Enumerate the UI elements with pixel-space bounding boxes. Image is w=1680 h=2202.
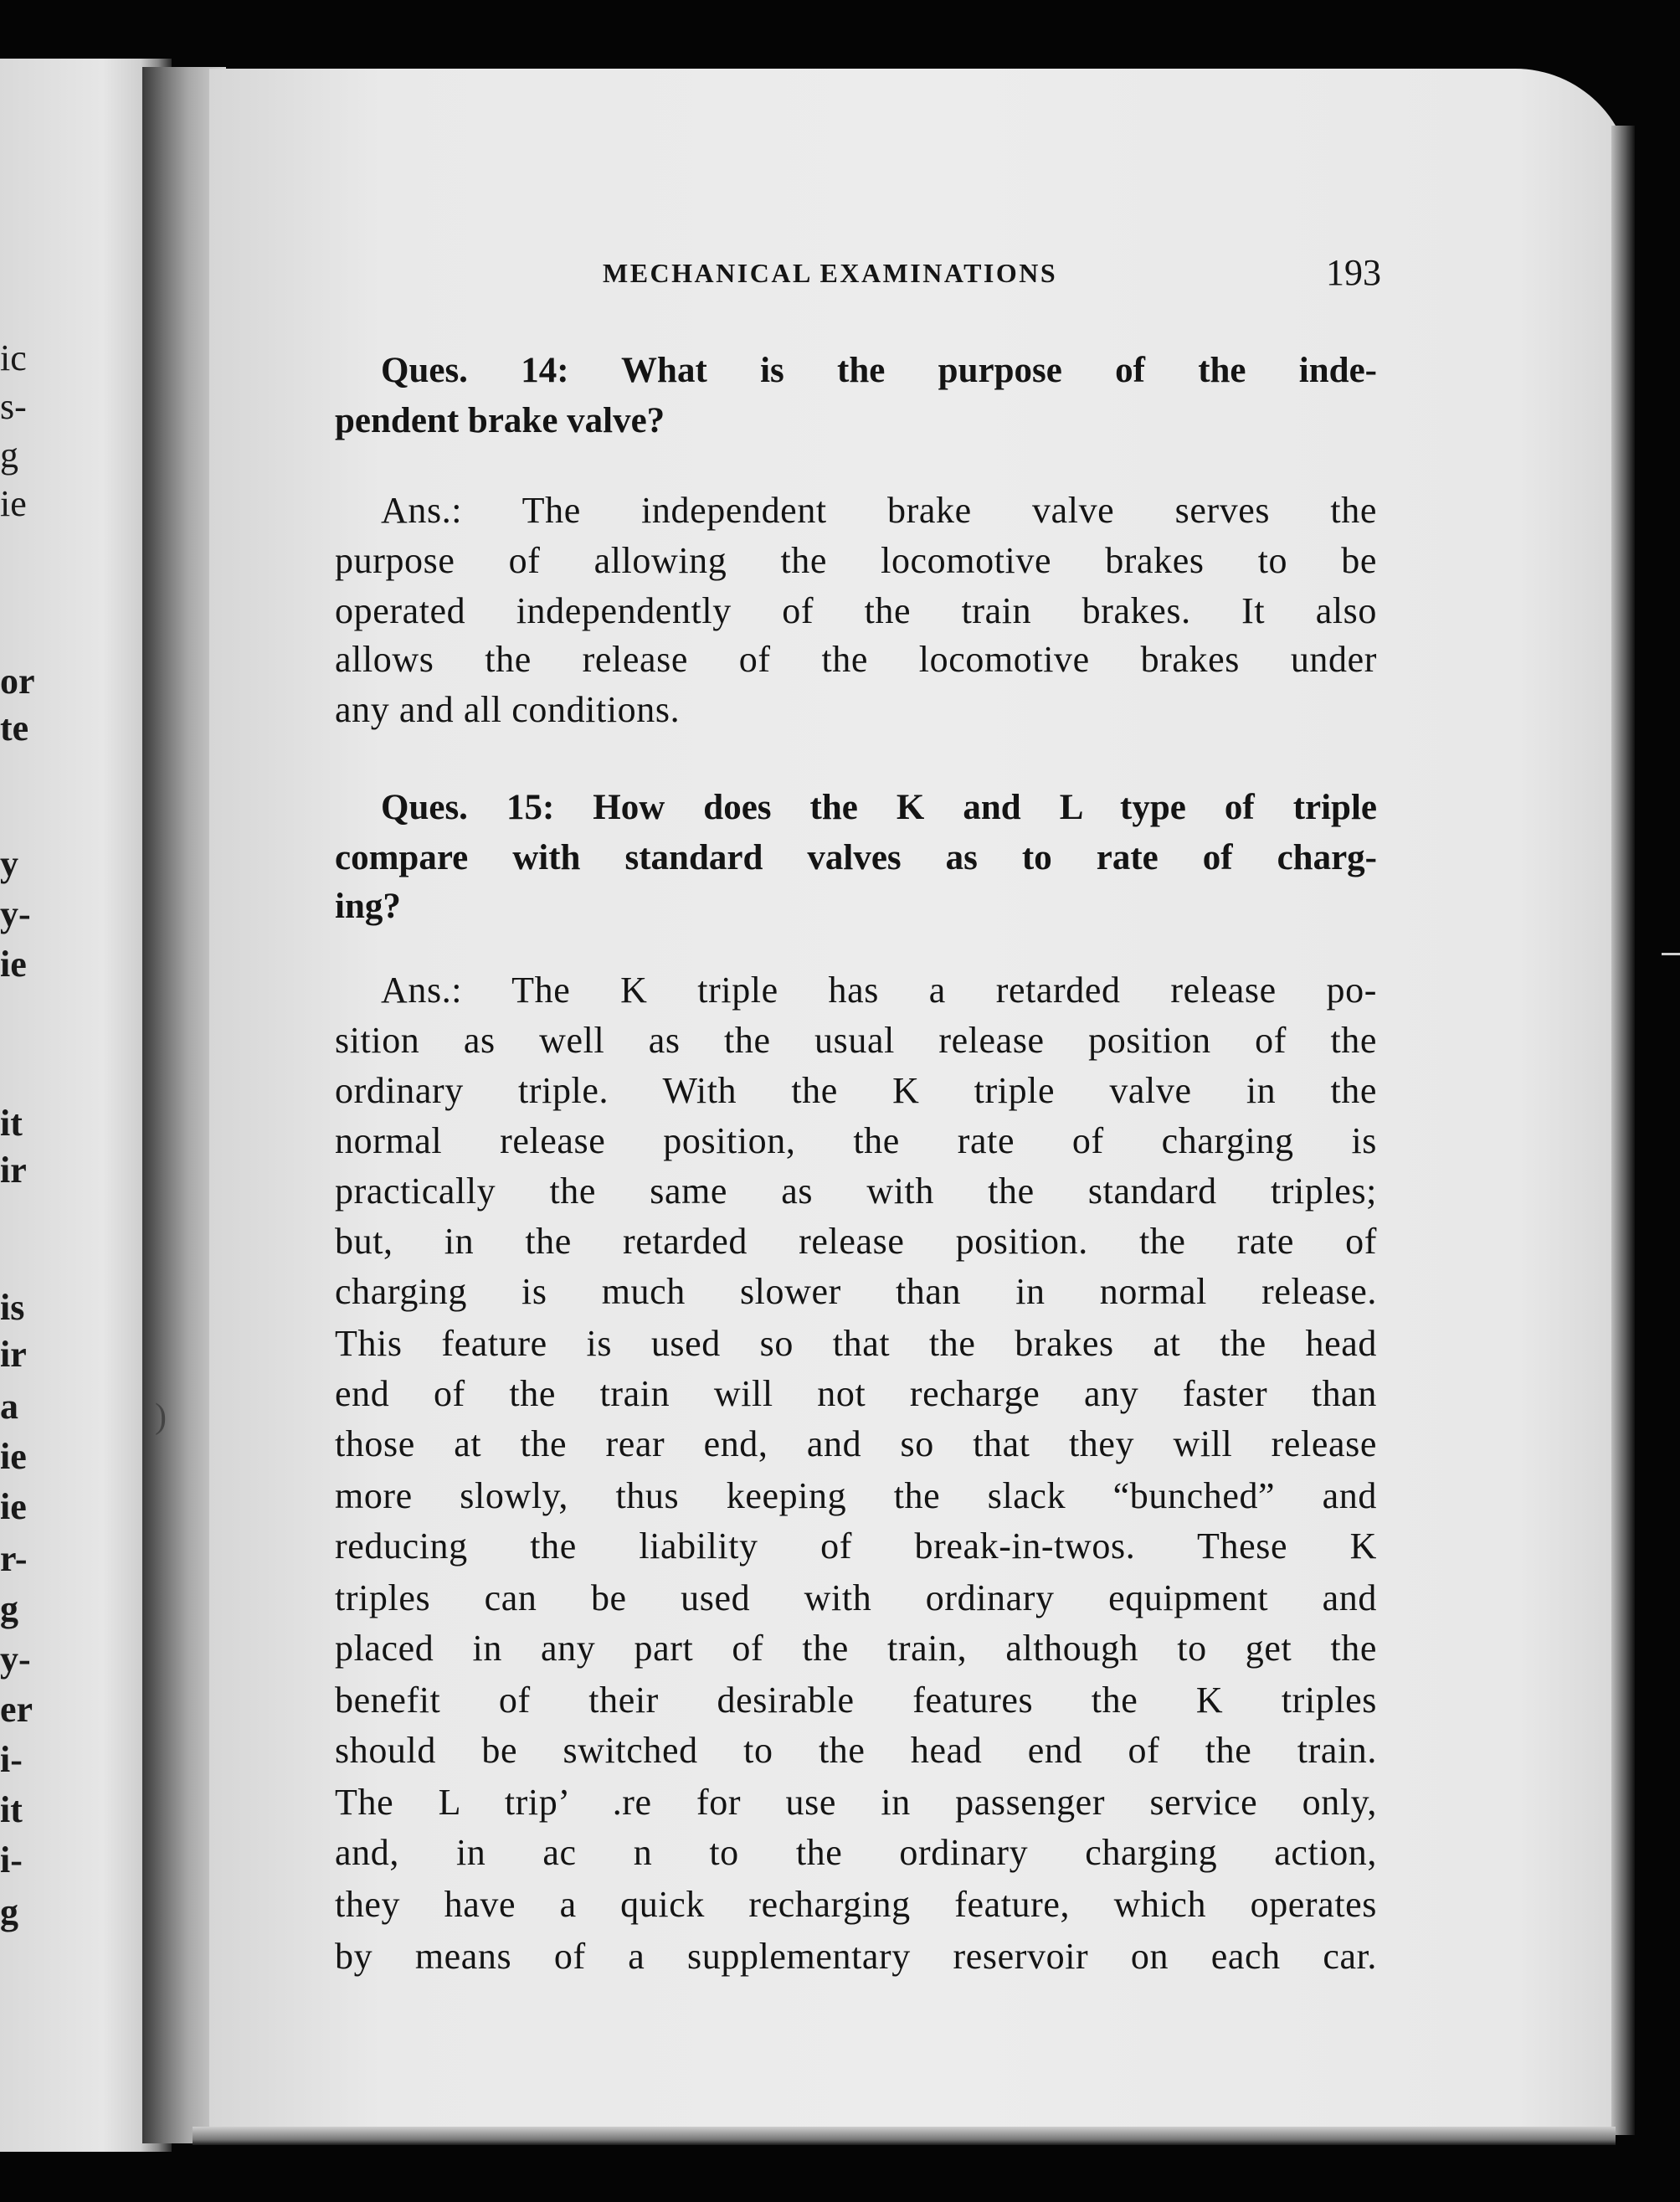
left-fragment: g: [0, 1588, 18, 1629]
answer-15-line: triples can be used with ordinary equipment and: [335, 1577, 1377, 1618]
left-fragment: g: [0, 1891, 18, 1932]
answer-14-line: operated independently of the train brakes. It also: [335, 590, 1377, 631]
page-number: 193: [1326, 252, 1381, 293]
left-fragment: ir: [0, 1150, 27, 1191]
left-fragment: ie: [0, 1486, 27, 1527]
question-15-line: ing?: [335, 887, 401, 926]
answer-15-line: charging is much slower than in normal release.: [335, 1271, 1377, 1312]
question-14-line: pendent brake valve?: [335, 401, 665, 440]
left-fragment: y: [0, 843, 18, 884]
stray-mark: ): [155, 1397, 167, 1436]
left-fragment: ic: [0, 337, 27, 378]
left-fragment: er: [0, 1689, 33, 1730]
answer-15-line: ordinary triple. With the K triple valve in the: [335, 1070, 1377, 1111]
question-15-line: Ques. 15: How does the K and L type of triple: [381, 788, 1377, 827]
left-fragment: it: [0, 1103, 23, 1144]
answer-15-line: sition as well as the usual release position of the: [335, 1020, 1377, 1061]
left-fragment: g: [0, 435, 18, 476]
answer-15-line: and, in ac n to the ordinary charging action,: [335, 1832, 1377, 1873]
answer-15-line: but, in the retarded release position. the rate of: [335, 1221, 1377, 1262]
left-fragment: s-: [0, 386, 27, 427]
left-fragment: y-: [0, 893, 31, 934]
answer-14-line: any and all conditions.: [335, 689, 681, 730]
answer-15-line: The L trip’ .re for use in passenger service only,: [335, 1782, 1377, 1823]
page-edge-shadow: [1611, 126, 1635, 2135]
page-bottom-edge: [193, 2127, 1616, 2145]
answer-15-line: more slowly, thus keeping the slack “bunched” and: [335, 1475, 1377, 1516]
left-fragment: te: [0, 707, 29, 749]
left-page-text-fragments: [0, 59, 50, 2152]
answer-15-line: those at the rear end, and so that they will release: [335, 1423, 1377, 1464]
answer-15-line: benefit of their desirable features the K triples: [335, 1680, 1377, 1721]
left-fragment: it: [0, 1789, 23, 1830]
answer-14-line: allows the release of the locomotive brakes under: [335, 639, 1377, 680]
running-head-title: MECHANICAL EXAMINATIONS: [603, 258, 1058, 288]
left-fragment: ie: [0, 944, 27, 985]
question-14-line: Ques. 14: What is the purpose of the inde-: [381, 351, 1377, 390]
left-fragment: i-: [0, 1739, 23, 1780]
answer-15-line: they have a quick recharging feature, which operates: [335, 1884, 1377, 1925]
left-fragment: r-: [0, 1538, 28, 1579]
answer-14-line: Ans.: The independent brake valve serves the: [381, 490, 1377, 531]
answer-14-line: purpose of allowing the locomotive brakes to be: [335, 540, 1377, 581]
left-fragment: is: [0, 1287, 25, 1328]
left-fragment: y-: [0, 1639, 31, 1680]
answer-15-line: reducing the liability of break-in-twos. These K: [335, 1525, 1377, 1567]
answer-15-line: placed in any part of the train, although to get the: [335, 1628, 1377, 1669]
answer-15-line: Ans.: The K triple has a retarded release po-: [381, 970, 1377, 1011]
edge-mark: [1662, 953, 1680, 955]
answer-15-line: end of the train will not recharge any faster than: [335, 1373, 1377, 1414]
running-head: [268, 251, 1381, 301]
answer-15-line: should be switched to the head end of the train.: [335, 1730, 1377, 1771]
left-fragment: ie: [0, 1436, 27, 1477]
answer-15-line: This feature is used so that the brakes at the head: [335, 1323, 1377, 1364]
left-fragment: i-: [0, 1839, 23, 1880]
answer-15-line: by means of a supplementary reservoir on each car.: [335, 1936, 1377, 1977]
answer-15-line: practically the same as with the standard triples;: [335, 1170, 1377, 1212]
left-fragment: ie: [0, 483, 27, 524]
left-fragment: ir: [0, 1334, 27, 1375]
left-fragment: a: [0, 1386, 18, 1427]
question-15-line: compare with standard valves as to rate of charg-: [335, 838, 1377, 877]
left-fragment: or: [0, 661, 35, 702]
answer-15-line: normal release position, the rate of charging is: [335, 1120, 1377, 1161]
